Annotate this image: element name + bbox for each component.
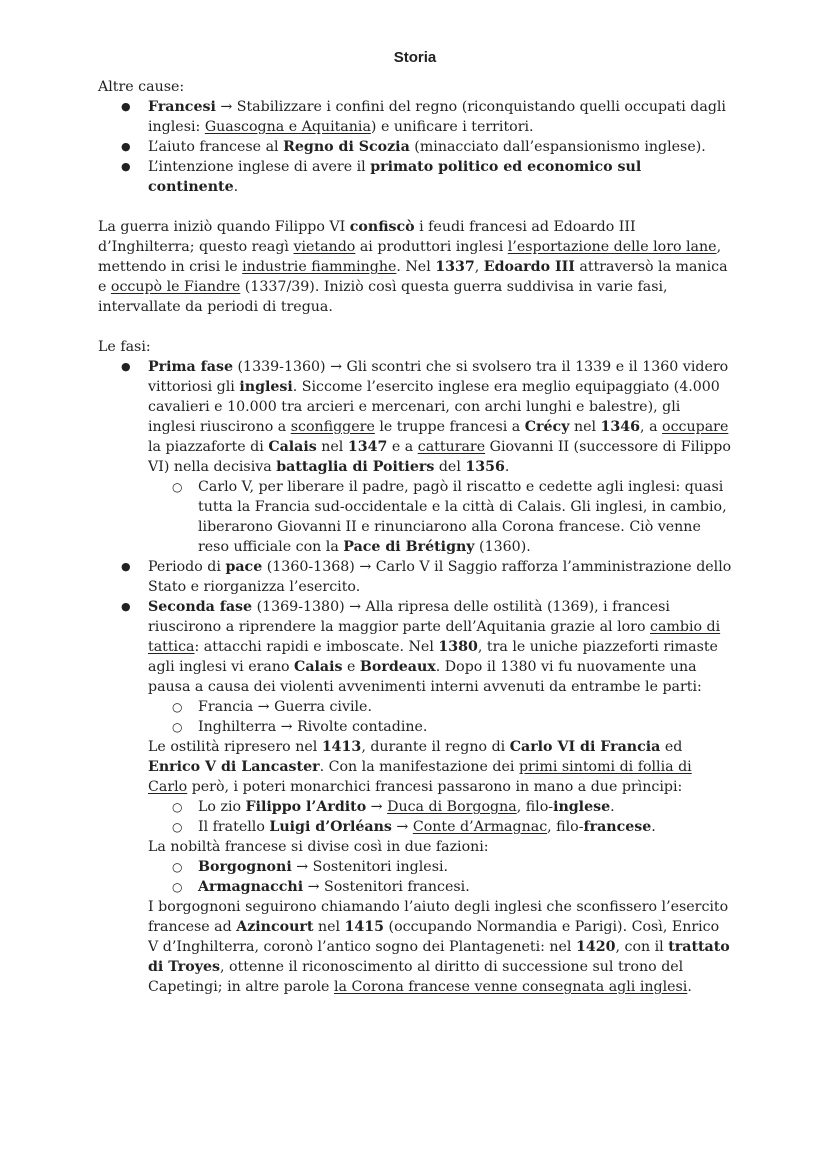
sublist-item: ○ Lo zio Filippo l’Ardito → Duca di Borgogna, filo-inglese.	[148, 797, 732, 817]
list-item-seconda-fase: ● Seconda fase (1369-1380) → Alla ripresa delle ostilità (1369), i francesi riuscirono a riprendere la maggior parte dell’Aquitania grazie al loro cambio di tattica: attacchi rapidi e imboscate. Nel 1380, tra le uniche piazzeforti rimaste agli inglesi vi erano Calais e Bordeaux. Dopo il 1380 vi fu nuovamente una pausa a causa dei violenti avvenimenti interni avvenuti da entrambe le parti: ○ Francia → Guerra civile. ○ Inghilterra → Rivolte contadine. Le ostilità ripresero nel 1413, durante il regno di Carlo VI di Francia ed Enrico V di Lancaster. Con la manifestazione dei primi sintomi di follia di Carlo però, i poteri monarchici francesi passarono in mano a due prìncipi: ○ Lo zio Filippo l’Ardito → Duca di Borgogna, filo-inglese. ○ Il fratello Luigi d’Orléans → Conte d’Armagnac, filo-francese. La nobiltà francese si divise così in due fazioni: ○ Borgognoni → Sostenitori inglesi. ○ Armagnacchi → Sostenitori francesi. I borgognoni seguirono chiamando l’aiuto degli inglesi che sconfissero l’esercito francese ad Azincourt nel 1415 (occupando Normandia e Parigi). Così, Enrico V d’Inghilterra, coronò l’antico sogno dei Plantageneti: nel 1420, con il trattato di Troyes, ottenne il riconoscimento al diritto di successione sul trono del Capetingi; in altre parole la Corona francese venne consegnata agli inglesi.	[98, 597, 732, 997]
altre-cause-list	[98, 97, 732, 197]
list-item: ● L’aiuto francese al Regno di Scozia (minacciato dall’espansionismo inglese).	[98, 137, 732, 157]
prima-fase-sublist	[148, 477, 732, 557]
fasi-list	[98, 357, 732, 997]
sublist-item: ○ Francia → Guerra civile.	[148, 697, 732, 717]
sublist-item: ○ Borgognoni → Sostenitori inglesi.	[148, 857, 732, 877]
sublist-item: ○ Il fratello Luigi d’Orléans → Conte d’Armagnac, filo-francese.	[148, 817, 732, 837]
list-item: ● Francesi → Stabilizzare i confini del regno (riconquistando quelli occupati dagli inglesi: Guascogna e Aquitania) e unificare i territori.	[98, 97, 732, 137]
intro-paragraph: La guerra iniziò quando Filippo VI confiscò i feudi francesi ad Edoardo III d’Inghilterra; questo reagì vietando ai produttori inglesi l’esportazione delle loro lane, mettendo in crisi le industrie fiamminghe. Nel 1337, Edoardo III attraversò la manica e occupò le Fiandre (1337/39). Iniziò così questa guerra suddivisa in varie fasi, intervallate da periodi di tregua.	[98, 219, 728, 315]
nobilta-paragraph: La nobiltà francese si divise così in due fazioni:	[148, 839, 489, 855]
seconda-fase-sublist	[148, 697, 732, 737]
list-item: ● L’intenzione inglese di avere il primato politico ed economico sul continente.	[98, 157, 732, 197]
fazioni-sublist	[148, 857, 732, 897]
ostilita-paragraph: Le ostilità ripresero nel 1413, durante il regno di Carlo VI di Francia ed Enrico V di Lancaster. Con la manifestazione dei primi sintomi di follia di Carlo però, i poteri monarchici francesi passarono in mano a due prìncipi:	[148, 739, 692, 795]
sublist-item: ○ Inghilterra → Rivolte contadine.	[148, 717, 732, 737]
sublist-item: ○ Armagnacchi → Sostenitori francesi.	[148, 877, 732, 897]
list-item-periodo-pace: ● Periodo di pace (1360-1368) → Carlo V il Saggio rafforza l’amministrazione dello Stato e riorganizza l’esercito.	[98, 557, 732, 597]
principi-sublist	[148, 797, 732, 837]
fasi-heading: Le fasi:	[98, 339, 151, 355]
sublist-item: ○ Carlo V, per liberare il padre, pagò il riscatto e cedette agli inglesi: quasi tutta la Francia sud-occidentale e la città di Calais. Gli inglesi, in cambio, liberarono Giovanni II e rinunciarono alla Corona francese. Ciò venne reso ufficiale con la Pace di Brétigny (1360).	[148, 477, 732, 557]
page-title: Storia	[393, 49, 437, 66]
finale-paragraph: I borgognoni seguirono chiamando l’aiuto degli inglesi che sconfissero l’esercito francese ad Azincourt nel 1415 (occupando Normandia e Parigi). Così, Enrico V d’Inghilterra, coronò l’antico sogno dei Plantageneti: nel 1420, con il trattato di Troyes, ottenne il riconoscimento al diritto di successione sul trono del Capetingi; in altre parole la Corona francese venne consegnata agli inglesi.	[148, 899, 730, 995]
altre-cause-heading: Altre cause:	[98, 79, 185, 95]
list-item-prima-fase: ● Prima fase (1339-1360) → Gli scontri che si svolsero tra il 1339 e il 1360 videro vittoriosi gli inglesi. Siccome l’esercito inglese era meglio equipaggiato (4.000 cavalieri e 10.000 tra arcieri e mercenari, con archi lunghi e balestre), gli inglesi riuscirono a sconfiggere le truppe francesi a Crécy nel 1346, a occupare la piazzaforte di Calais nel 1347 e a catturare Giovanni II (successore di Filippo VI) nella decisiva battaglia di Poitiers del 1356. ○ Carlo V, per liberare il padre, pagò il riscatto e cedette agli inglesi: quasi tutta la Francia sud-occidentale e la città di Calais. Gli inglesi, in cambio, liberarono Giovanni II e rinunciarono alla Corona francese. Ciò venne reso ufficiale con la Pace di Brétigny (1360).	[98, 357, 732, 557]
